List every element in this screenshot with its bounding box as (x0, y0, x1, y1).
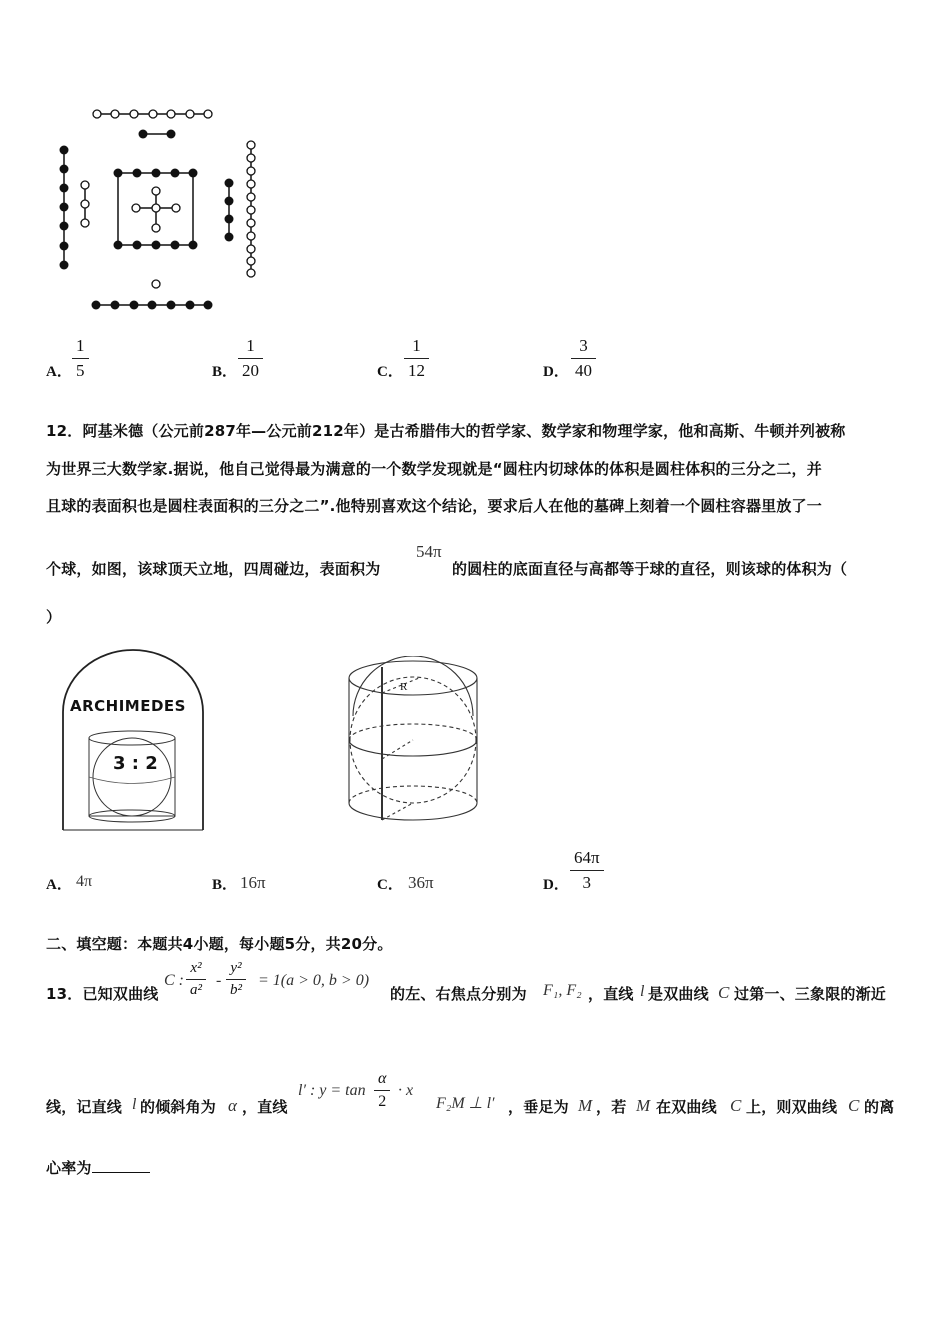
q11-option-a-fraction[interactable] (72, 336, 89, 381)
q12-option-a-label[interactable]: A． (46, 877, 72, 893)
q13-line2-h: 的离 (864, 1098, 895, 1116)
q13-mid-3: 是双曲线 (648, 985, 709, 1003)
q11-option-c-num: 1 (412, 336, 421, 355)
q11-option-b-fraction[interactable] (238, 336, 263, 381)
q13-c-1: C (718, 983, 730, 1002)
q13-lprime-frac (374, 1070, 390, 1111)
q13-line2-b: 的倾斜角为 (140, 1098, 217, 1116)
answer-blank[interactable] (92, 1158, 150, 1173)
q12-option-d-den: 3 (582, 873, 592, 892)
radius-label: R (400, 681, 408, 693)
q13-c-2: C (730, 1096, 742, 1115)
q13-eq-y2: y² (230, 960, 242, 976)
q11-option-a-den: 5 (76, 361, 85, 380)
q13-prefix: 13．已知双曲线 (46, 985, 159, 1003)
q12-area-value: 54π (416, 542, 442, 561)
tomb-ratio: 3 : 2 (113, 753, 158, 774)
tomb-title: ARCHIMEDES (70, 697, 186, 715)
q11-option-b-label[interactable]: B． (212, 364, 238, 380)
q11-option-d-num: 3 (579, 336, 588, 355)
q13-line3-text: 心率为 (46, 1159, 92, 1177)
q12-option-c-value[interactable]: 36π (408, 873, 434, 892)
q13-lprime-eq-a: l′ : y = tan (298, 1082, 366, 1099)
q12-option-c-label[interactable]: C． (377, 877, 403, 893)
q13-foci: F₁, F₂ (543, 982, 582, 999)
q13-m-2: M (636, 1096, 651, 1115)
q11-option-d-fraction[interactable] (571, 336, 596, 381)
q13-line2-d: ，垂足为 (508, 1098, 569, 1116)
q12-line-5: ） (46, 608, 62, 626)
q13-l-1: l (640, 983, 645, 1000)
q11-option-d-label[interactable]: D． (543, 364, 569, 380)
q13-eq-b2: b² (230, 982, 242, 998)
q13-line2-f: 在双曲线 (656, 1098, 717, 1116)
q11-option-b-den: 20 (242, 361, 259, 380)
q11-option-a-label[interactable]: A． (46, 364, 72, 380)
q13-mid-4: 过第一、三象限的渐近 (734, 985, 887, 1003)
q12-line-2: 为世界三大数学家.据说，他自己觉得最为满意的一个数学发现就是“圆柱内切球体的体积是圆柱体积的三分之二，并 (46, 460, 822, 478)
q13-line2-a: 线，记直线 (46, 1098, 123, 1116)
q13-eq-frac-x (186, 960, 206, 999)
q13-eq-frac-y (226, 960, 246, 999)
q13-line2-e: ，若 (596, 1098, 627, 1116)
q13-lprime-frac-den: 2 (378, 1093, 387, 1110)
q12-option-b-label[interactable]: B． (212, 877, 238, 893)
q13-line2-g: 上，则双曲线 (746, 1098, 838, 1116)
q12-line-4a: 个球，如图，该球顶天立地，四周碰边，表面积为 (46, 560, 381, 578)
q13-line-3 (46, 1157, 150, 1178)
q13-perp: F₂M ⊥ l′ (436, 1095, 495, 1112)
q13-eq-minus: - (216, 972, 222, 989)
cylinder-sphere-figure (345, 656, 485, 828)
q12-line-1: 12．阿基米德（公元前287年—公元前212年）是古希腊伟大的哲学家、数学家和物理学家，他和高斯、牛顿并列被称 (46, 422, 846, 440)
q11-option-c-fraction[interactable] (404, 336, 429, 381)
q13-line2-c: ，直线 (242, 1098, 288, 1116)
q12-line-3: 且球的表面积也是圆柱表面积的三分之二”.他特别喜欢这个结论，要求后人在他的墓碑上刻着一个圆柱容器里放了一 (46, 497, 822, 515)
q12-option-d-label[interactable]: D． (543, 877, 569, 893)
q12-line-4b: 的圆柱的底面直径与高都等于球的直径，则该球的体积为（ (452, 560, 848, 578)
q13-l-2: l (132, 1096, 137, 1113)
q13-eq-a2: a² (190, 982, 202, 998)
q11-option-a-num: 1 (76, 336, 85, 355)
q11-option-b-num: 1 (246, 336, 255, 355)
q13-m-1: M (578, 1096, 593, 1115)
q13-lprime-eq-b: · x (398, 1082, 414, 1099)
q13-eq-x2: x² (190, 960, 202, 976)
q11-option-c-label[interactable]: C． (377, 364, 403, 380)
q11-option-c-den: 12 (408, 361, 425, 380)
archimedes-tombstone-figure (58, 646, 208, 832)
q11-option-d-den: 40 (575, 361, 592, 380)
q13-alpha: α (228, 1096, 237, 1115)
q13-mid-1: 的左、右焦点分别为 (390, 985, 527, 1003)
q13-c-3: C (848, 1096, 860, 1115)
q13-eq-c: C : (164, 972, 184, 989)
dot-pattern-figure (40, 95, 280, 320)
q13-eq-rest: = 1(a > 0, b > 0) (258, 972, 370, 989)
q13-lprime-frac-num: α (378, 1070, 387, 1087)
q13-mid-2: ，直线 (588, 985, 634, 1003)
q12-option-d-fraction[interactable] (570, 848, 604, 893)
q12-option-a-value[interactable]: 4π (76, 873, 93, 890)
q12-option-b-value[interactable]: 16π (240, 873, 266, 892)
q12-option-d-num: 64π (574, 848, 600, 867)
section-heading: 二、填空题：本题共4小题，每小题5分，共20分。 (46, 935, 393, 953)
